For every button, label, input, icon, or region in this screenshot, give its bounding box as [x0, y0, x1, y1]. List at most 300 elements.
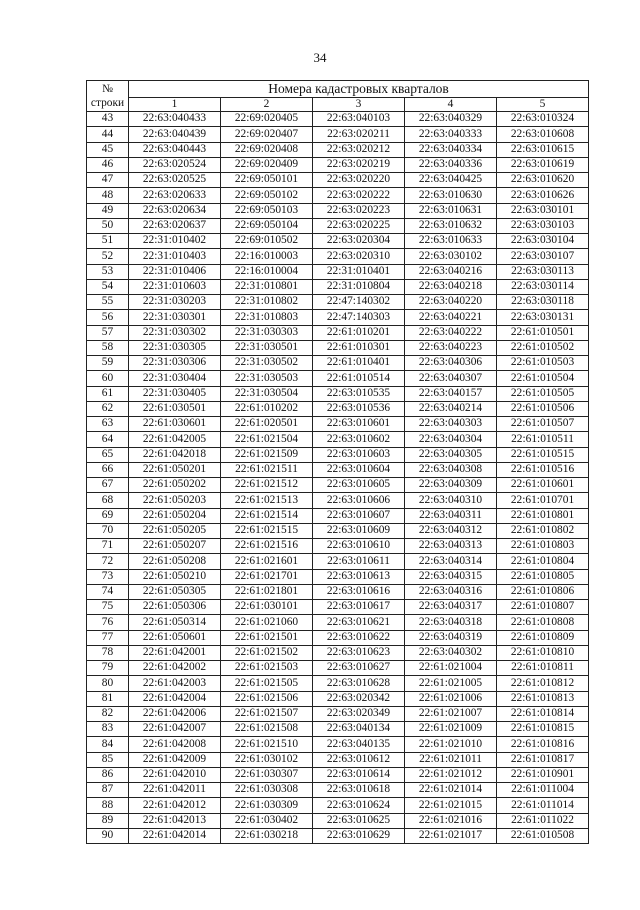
cadastral-number-cell: 22:63:040307 — [405, 371, 497, 386]
table-row — [87, 676, 589, 691]
cadastral-number-cell: 22:16:010003 — [221, 249, 313, 264]
cadastral-number-cell: 22:61:010601 — [497, 478, 589, 493]
table-row — [87, 340, 589, 355]
cadastral-number-cell: 22:31:010403 — [129, 249, 221, 264]
row-number-cell: 85 — [87, 752, 129, 767]
cadastral-number-cell: 22:69:050101 — [221, 173, 313, 188]
cadastral-number-cell: 22:63:020304 — [313, 234, 405, 249]
cadastral-number-cell: 22:63:010607 — [313, 508, 405, 523]
cadastral-number-cell: 22:61:010815 — [497, 722, 589, 737]
cadastral-number-cell: 22:31:010802 — [221, 295, 313, 310]
cadastral-number-cell: 22:63:030113 — [497, 264, 589, 279]
cadastral-number-cell: 22:61:042006 — [129, 706, 221, 721]
table-row — [87, 142, 589, 157]
cadastral-number-cell: 22:61:042012 — [129, 798, 221, 813]
cadastral-number-cell: 22:61:010812 — [497, 676, 589, 691]
cadastral-number-cell: 22:63:040306 — [405, 356, 497, 371]
cadastral-number-cell: 22:63:020220 — [313, 173, 405, 188]
cadastral-number-cell: 22:61:021016 — [405, 813, 497, 828]
cadastral-number-cell: 22:63:010619 — [497, 157, 589, 172]
cadastral-number-cell: 22:63:040334 — [405, 142, 497, 157]
column-header-5: 5 — [497, 98, 589, 112]
cadastral-number-cell: 22:63:040439 — [129, 127, 221, 142]
cadastral-number-cell: 22:63:030102 — [405, 249, 497, 264]
row-number-cell: 44 — [87, 127, 129, 142]
cadastral-number-cell: 22:61:021512 — [221, 478, 313, 493]
cadastral-number-cell: 22:63:010612 — [313, 752, 405, 767]
cadastral-number-cell: 22:63:040103 — [313, 112, 405, 127]
cadastral-number-cell: 22:63:040304 — [405, 432, 497, 447]
row-number-cell: 71 — [87, 539, 129, 554]
cadastral-number-cell: 22:61:042002 — [129, 661, 221, 676]
cadastral-number-cell: 22:61:030101 — [221, 600, 313, 615]
cadastral-number-cell: 22:63:010609 — [313, 523, 405, 538]
cadastral-number-cell: 22:61:010501 — [497, 325, 589, 340]
row-number-cell: 73 — [87, 569, 129, 584]
cadastral-number-cell: 22:61:010813 — [497, 691, 589, 706]
cadastral-number-cell: 22:61:010701 — [497, 493, 589, 508]
cadastral-number-cell: 22:61:021701 — [221, 569, 313, 584]
cadastral-number-cell: 22:63:040216 — [405, 264, 497, 279]
cadastral-number-cell: 22:61:010808 — [497, 615, 589, 630]
cadastral-number-cell: 22:61:030601 — [129, 417, 221, 432]
table-row — [87, 417, 589, 432]
cadastral-number-cell: 22:31:030303 — [221, 325, 313, 340]
cadastral-number-cell: 22:61:021511 — [221, 462, 313, 477]
row-number-cell: 55 — [87, 295, 129, 310]
row-number-cell: 76 — [87, 615, 129, 630]
row-number-header-symbol: № — [102, 82, 113, 95]
table-row — [87, 493, 589, 508]
cadastral-number-cell: 22:63:010623 — [313, 645, 405, 660]
cadastral-number-cell: 22:63:040221 — [405, 310, 497, 325]
row-number-cell: 74 — [87, 584, 129, 599]
row-number-cell: 67 — [87, 478, 129, 493]
cadastral-number-cell: 22:63:020225 — [313, 218, 405, 233]
table-row — [87, 462, 589, 477]
cadastral-number-cell: 22:61:021060 — [221, 615, 313, 630]
cadastral-number-cell: 22:61:050210 — [129, 569, 221, 584]
table-row — [87, 203, 589, 218]
cadastral-number-cell: 22:61:010504 — [497, 371, 589, 386]
table-row — [87, 386, 589, 401]
table-row — [87, 234, 589, 249]
cadastral-number-cell: 22:63:010611 — [313, 554, 405, 569]
table-row — [87, 630, 589, 645]
cadastral-number-cell: 22:63:040214 — [405, 401, 497, 416]
cadastral-number-cell: 22:63:010629 — [313, 828, 405, 843]
cadastral-number-cell: 22:61:021510 — [221, 737, 313, 752]
cadastral-number-cell: 22:61:010508 — [497, 828, 589, 843]
table-row — [87, 218, 589, 233]
row-number-cell: 54 — [87, 279, 129, 294]
table-row — [87, 828, 589, 843]
row-number-cell: 64 — [87, 432, 129, 447]
cadastral-number-cell: 22:61:050208 — [129, 554, 221, 569]
row-number-cell: 77 — [87, 630, 129, 645]
table-row — [87, 173, 589, 188]
table-row — [87, 661, 589, 676]
row-number-cell: 56 — [87, 310, 129, 325]
cadastral-number-cell: 22:31:030301 — [129, 310, 221, 325]
table-row — [87, 310, 589, 325]
cadastral-number-cell: 22:61:042005 — [129, 432, 221, 447]
row-number-cell: 43 — [87, 112, 129, 127]
cadastral-number-cell: 22:31:030503 — [221, 371, 313, 386]
cadastral-number-cell: 22:63:040425 — [405, 173, 497, 188]
cadastral-number-cell: 22:61:010814 — [497, 706, 589, 721]
cadastral-number-cell: 22:61:050202 — [129, 478, 221, 493]
cadastral-number-cell: 22:63:010613 — [313, 569, 405, 584]
row-number-cell: 57 — [87, 325, 129, 340]
table-row — [87, 706, 589, 721]
cadastral-number-cell: 22:61:042001 — [129, 645, 221, 660]
table-row — [87, 188, 589, 203]
cadastral-number-cell: 22:61:021503 — [221, 661, 313, 676]
cadastral-number-cell: 22:69:020409 — [221, 157, 313, 172]
cadastral-number-cell: 22:61:010502 — [497, 340, 589, 355]
cadastral-number-cell: 22:31:010401 — [313, 264, 405, 279]
cadastral-number-cell: 22:63:040134 — [313, 722, 405, 737]
table-row — [87, 478, 589, 493]
cadastral-number-cell: 22:61:050314 — [129, 615, 221, 630]
table-title: Номера кадастровых кварталов — [129, 81, 589, 98]
row-number-cell: 52 — [87, 249, 129, 264]
cadastral-number-cell: 22:61:010901 — [497, 767, 589, 782]
cadastral-number-cell: 22:61:010806 — [497, 584, 589, 599]
cadastral-number-cell: 22:63:020525 — [129, 173, 221, 188]
cadastral-number-cell: 22:61:010202 — [221, 401, 313, 416]
cadastral-number-cell: 22:61:011004 — [497, 783, 589, 798]
cadastral-number-cell: 22:63:010633 — [405, 234, 497, 249]
row-number-cell: 81 — [87, 691, 129, 706]
cadastral-number-cell: 22:63:040433 — [129, 112, 221, 127]
cadastral-number-cell: 22:61:010515 — [497, 447, 589, 462]
cadastral-number-cell: 22:63:030101 — [497, 203, 589, 218]
cadastral-number-cell: 22:63:040157 — [405, 386, 497, 401]
row-number-cell: 68 — [87, 493, 129, 508]
cadastral-number-cell: 22:63:020637 — [129, 218, 221, 233]
cadastral-number-cell: 22:61:050201 — [129, 462, 221, 477]
table-row — [87, 767, 589, 782]
cadastral-number-cell: 22:63:010608 — [497, 127, 589, 142]
cadastral-number-cell: 22:31:030203 — [129, 295, 221, 310]
cadastral-number-cell: 22:61:042004 — [129, 691, 221, 706]
cadastral-number-cell: 22:47:140303 — [313, 310, 405, 325]
row-number-cell: 84 — [87, 737, 129, 752]
cadastral-number-cell: 22:61:050207 — [129, 539, 221, 554]
row-number-cell: 60 — [87, 371, 129, 386]
cadastral-number-cell: 22:61:011014 — [497, 798, 589, 813]
cadastral-number-cell: 22:63:020310 — [313, 249, 405, 264]
cadastral-number-cell: 22:61:030307 — [221, 767, 313, 782]
row-number-cell: 86 — [87, 767, 129, 782]
cadastral-number-cell: 22:63:020524 — [129, 157, 221, 172]
cadastral-number-cell: 22:61:021516 — [221, 539, 313, 554]
cadastral-number-cell: 22:61:010503 — [497, 356, 589, 371]
row-number-header — [87, 81, 129, 112]
cadastral-number-cell: 22:63:030107 — [497, 249, 589, 264]
cadastral-number-cell: 22:63:020634 — [129, 203, 221, 218]
cadastral-number-cell: 22:63:010601 — [313, 417, 405, 432]
cadastral-number-cell: 22:63:040310 — [405, 493, 497, 508]
cadastral-number-cell: 22:16:010004 — [221, 264, 313, 279]
row-number-cell: 78 — [87, 645, 129, 660]
table-row — [87, 112, 589, 127]
cadastral-number-cell: 22:61:021505 — [221, 676, 313, 691]
row-number-cell: 65 — [87, 447, 129, 462]
table-row — [87, 127, 589, 142]
table-row — [87, 783, 589, 798]
cadastral-number-cell: 22:61:010301 — [313, 340, 405, 355]
column-header-3: 3 — [313, 98, 405, 112]
cadastral-number-cell: 22:61:010804 — [497, 554, 589, 569]
cadastral-number-cell: 22:63:040302 — [405, 645, 497, 660]
cadastral-number-cell: 22:63:020223 — [313, 203, 405, 218]
table-row — [87, 432, 589, 447]
table-row — [87, 737, 589, 752]
row-number-cell: 66 — [87, 462, 129, 477]
cadastral-number-cell: 22:63:040220 — [405, 295, 497, 310]
cadastral-number-cell: 22:61:030218 — [221, 828, 313, 843]
cadastral-number-cell: 22:63:010536 — [313, 401, 405, 416]
table-row — [87, 356, 589, 371]
table-row — [87, 539, 589, 554]
cadastral-number-cell: 22:63:040312 — [405, 523, 497, 538]
cadastral-number-cell: 22:61:021601 — [221, 554, 313, 569]
row-number-cell: 69 — [87, 508, 129, 523]
table-row — [87, 264, 589, 279]
column-header-1: 1 — [129, 98, 221, 112]
table-row — [87, 249, 589, 264]
cadastral-table — [86, 80, 589, 844]
row-number-cell: 51 — [87, 234, 129, 249]
cadastral-number-cell: 22:61:021504 — [221, 432, 313, 447]
row-number-cell: 90 — [87, 828, 129, 843]
cadastral-number-cell: 22:69:020405 — [221, 112, 313, 127]
row-number-cell: 61 — [87, 386, 129, 401]
cadastral-number-cell: 22:63:040305 — [405, 447, 497, 462]
table-row — [87, 645, 589, 660]
cadastral-number-cell: 22:61:021507 — [221, 706, 313, 721]
cadastral-number-cell: 22:31:030305 — [129, 340, 221, 355]
cadastral-number-cell: 22:63:040223 — [405, 340, 497, 355]
cadastral-number-cell: 22:63:040336 — [405, 157, 497, 172]
cadastral-number-cell: 22:63:040315 — [405, 569, 497, 584]
cadastral-number-cell: 22:61:021509 — [221, 447, 313, 462]
row-number-cell: 82 — [87, 706, 129, 721]
cadastral-number-cell: 22:63:010630 — [405, 188, 497, 203]
cadastral-number-cell: 22:61:042007 — [129, 722, 221, 737]
cadastral-number-cell: 22:63:020342 — [313, 691, 405, 706]
cadastral-number-cell: 22:63:040313 — [405, 539, 497, 554]
cadastral-number-cell: 22:61:010803 — [497, 539, 589, 554]
cadastral-number-cell: 22:31:010406 — [129, 264, 221, 279]
cadastral-number-cell: 22:61:021801 — [221, 584, 313, 599]
cadastral-number-cell: 22:63:010632 — [405, 218, 497, 233]
cadastral-number-cell: 22:63:040308 — [405, 462, 497, 477]
table-row — [87, 447, 589, 462]
cadastral-number-cell: 22:31:010804 — [313, 279, 405, 294]
cadastral-number-cell: 22:61:050203 — [129, 493, 221, 508]
cadastral-number-cell: 22:63:040319 — [405, 630, 497, 645]
row-number-cell: 79 — [87, 661, 129, 676]
cadastral-number-cell: 22:63:040222 — [405, 325, 497, 340]
table-row — [87, 600, 589, 615]
cadastral-number-cell: 22:61:042014 — [129, 828, 221, 843]
table-row — [87, 569, 589, 584]
column-header-4: 4 — [405, 98, 497, 112]
cadastral-number-cell: 22:63:010615 — [497, 142, 589, 157]
cadastral-number-cell: 22:63:020211 — [313, 127, 405, 142]
row-number-cell: 89 — [87, 813, 129, 828]
cadastral-number-cell: 22:69:050104 — [221, 218, 313, 233]
row-number-cell: 72 — [87, 554, 129, 569]
cadastral-number-cell: 22:63:010603 — [313, 447, 405, 462]
cadastral-number-cell: 22:63:010602 — [313, 432, 405, 447]
cadastral-number-cell: 22:63:010621 — [313, 615, 405, 630]
column-header-2: 2 — [221, 98, 313, 112]
cadastral-number-cell: 22:63:010614 — [313, 767, 405, 782]
cadastral-number-cell: 22:61:050306 — [129, 600, 221, 615]
row-number-cell: 45 — [87, 142, 129, 157]
cadastral-number-cell: 22:47:140302 — [313, 295, 405, 310]
cadastral-number-cell: 22:61:042013 — [129, 813, 221, 828]
cadastral-number-cell: 22:61:030102 — [221, 752, 313, 767]
cadastral-number-cell: 22:61:042009 — [129, 752, 221, 767]
table-row — [87, 798, 589, 813]
row-number-cell: 83 — [87, 722, 129, 737]
cadastral-number-cell: 22:61:021010 — [405, 737, 497, 752]
cadastral-number-cell: 22:63:010605 — [313, 478, 405, 493]
cadastral-number-cell: 22:61:021017 — [405, 828, 497, 843]
cadastral-number-cell: 22:31:030501 — [221, 340, 313, 355]
cadastral-number-cell: 22:63:040218 — [405, 279, 497, 294]
cadastral-number-cell: 22:61:050305 — [129, 584, 221, 599]
table-row — [87, 554, 589, 569]
table-row — [87, 691, 589, 706]
cadastral-number-cell: 22:61:010805 — [497, 569, 589, 584]
row-number-cell: 53 — [87, 264, 129, 279]
cadastral-number-cell: 22:63:010628 — [313, 676, 405, 691]
cadastral-number-cell: 22:61:050204 — [129, 508, 221, 523]
table-row — [87, 722, 589, 737]
cadastral-number-cell: 22:63:010618 — [313, 783, 405, 798]
page-number: 34 — [313, 50, 327, 65]
cadastral-number-cell: 22:61:010817 — [497, 752, 589, 767]
cadastral-number-cell: 22:63:040135 — [313, 737, 405, 752]
cadastral-number-cell: 22:63:010617 — [313, 600, 405, 615]
cadastral-number-cell: 22:61:011022 — [497, 813, 589, 828]
cadastral-number-cell: 22:63:010324 — [497, 112, 589, 127]
cadastral-number-cell: 22:63:010622 — [313, 630, 405, 645]
cadastral-number-cell: 22:63:020212 — [313, 142, 405, 157]
cadastral-number-cell: 22:63:030114 — [497, 279, 589, 294]
cadastral-number-cell: 22:63:010610 — [313, 539, 405, 554]
cadastral-number-cell: 22:61:042011 — [129, 783, 221, 798]
cadastral-number-cell: 22:63:030104 — [497, 234, 589, 249]
cadastral-number-cell: 22:61:042008 — [129, 737, 221, 752]
cadastral-number-cell: 22:61:050205 — [129, 523, 221, 538]
cadastral-number-cell: 22:31:030405 — [129, 386, 221, 401]
cadastral-number-cell: 22:63:040309 — [405, 478, 497, 493]
cadastral-number-cell: 22:61:010801 — [497, 508, 589, 523]
cadastral-number-cell: 22:63:020349 — [313, 706, 405, 721]
table-body — [87, 112, 589, 844]
cadastral-number-cell: 22:61:042003 — [129, 676, 221, 691]
cadastral-number-cell: 22:61:021005 — [405, 676, 497, 691]
row-number-cell: 88 — [87, 798, 129, 813]
cadastral-number-cell: 22:31:010801 — [221, 279, 313, 294]
cadastral-number-cell: 22:63:020219 — [313, 157, 405, 172]
cadastral-number-cell: 22:31:030404 — [129, 371, 221, 386]
cadastral-number-cell: 22:31:030502 — [221, 356, 313, 371]
cadastral-number-cell: 22:61:042018 — [129, 447, 221, 462]
cadastral-number-cell: 22:61:021015 — [405, 798, 497, 813]
cadastral-number-cell: 22:31:030306 — [129, 356, 221, 371]
cadastral-number-cell: 22:61:021513 — [221, 493, 313, 508]
cadastral-number-cell: 22:69:020408 — [221, 142, 313, 157]
cadastral-number-cell: 22:61:010811 — [497, 661, 589, 676]
cadastral-number-cell: 22:61:010516 — [497, 462, 589, 477]
cadastral-number-cell: 22:61:021515 — [221, 523, 313, 538]
cadastral-number-cell: 22:61:010807 — [497, 600, 589, 615]
cadastral-number-cell: 22:31:010603 — [129, 279, 221, 294]
table-row — [87, 401, 589, 416]
cadastral-number-cell: 22:31:010402 — [129, 234, 221, 249]
table-row — [87, 295, 589, 310]
table-row — [87, 752, 589, 767]
cadastral-number-cell: 22:63:010620 — [497, 173, 589, 188]
row-number-cell: 48 — [87, 188, 129, 203]
cadastral-number-cell: 22:31:030504 — [221, 386, 313, 401]
row-number-cell: 62 — [87, 401, 129, 416]
cadastral-number-cell: 22:61:021009 — [405, 722, 497, 737]
cadastral-table-container — [86, 80, 588, 844]
table-row — [87, 813, 589, 828]
table-row — [87, 615, 589, 630]
cadastral-number-cell: 22:61:050601 — [129, 630, 221, 645]
cadastral-number-cell: 22:61:030308 — [221, 783, 313, 798]
cadastral-number-cell: 22:63:040303 — [405, 417, 497, 432]
cadastral-number-cell: 22:61:010802 — [497, 523, 589, 538]
row-number-cell: 47 — [87, 173, 129, 188]
cadastral-number-cell: 22:63:010535 — [313, 386, 405, 401]
cadastral-number-cell: 22:63:010616 — [313, 584, 405, 599]
cadastral-number-cell: 22:61:042010 — [129, 767, 221, 782]
cadastral-number-cell: 22:61:010810 — [497, 645, 589, 660]
row-number-cell: 63 — [87, 417, 129, 432]
cadastral-number-cell: 22:63:010624 — [313, 798, 405, 813]
cadastral-number-cell: 22:61:021508 — [221, 722, 313, 737]
cadastral-number-cell: 22:63:040314 — [405, 554, 497, 569]
cadastral-number-cell: 22:31:030302 — [129, 325, 221, 340]
table-row — [87, 371, 589, 386]
cadastral-number-cell: 22:69:050103 — [221, 203, 313, 218]
cadastral-number-cell: 22:31:010803 — [221, 310, 313, 325]
cadastral-number-cell: 22:61:021014 — [405, 783, 497, 798]
table-row — [87, 584, 589, 599]
cadastral-number-cell: 22:61:010511 — [497, 432, 589, 447]
cadastral-number-cell: 22:63:010626 — [497, 188, 589, 203]
cadastral-number-cell: 22:61:010506 — [497, 401, 589, 416]
cadastral-number-cell: 22:61:030501 — [129, 401, 221, 416]
cadastral-number-cell: 22:63:030118 — [497, 295, 589, 310]
cadastral-number-cell: 22:63:040316 — [405, 584, 497, 599]
cadastral-number-cell: 22:61:010401 — [313, 356, 405, 371]
row-number-cell: 70 — [87, 523, 129, 538]
row-number-cell: 87 — [87, 783, 129, 798]
